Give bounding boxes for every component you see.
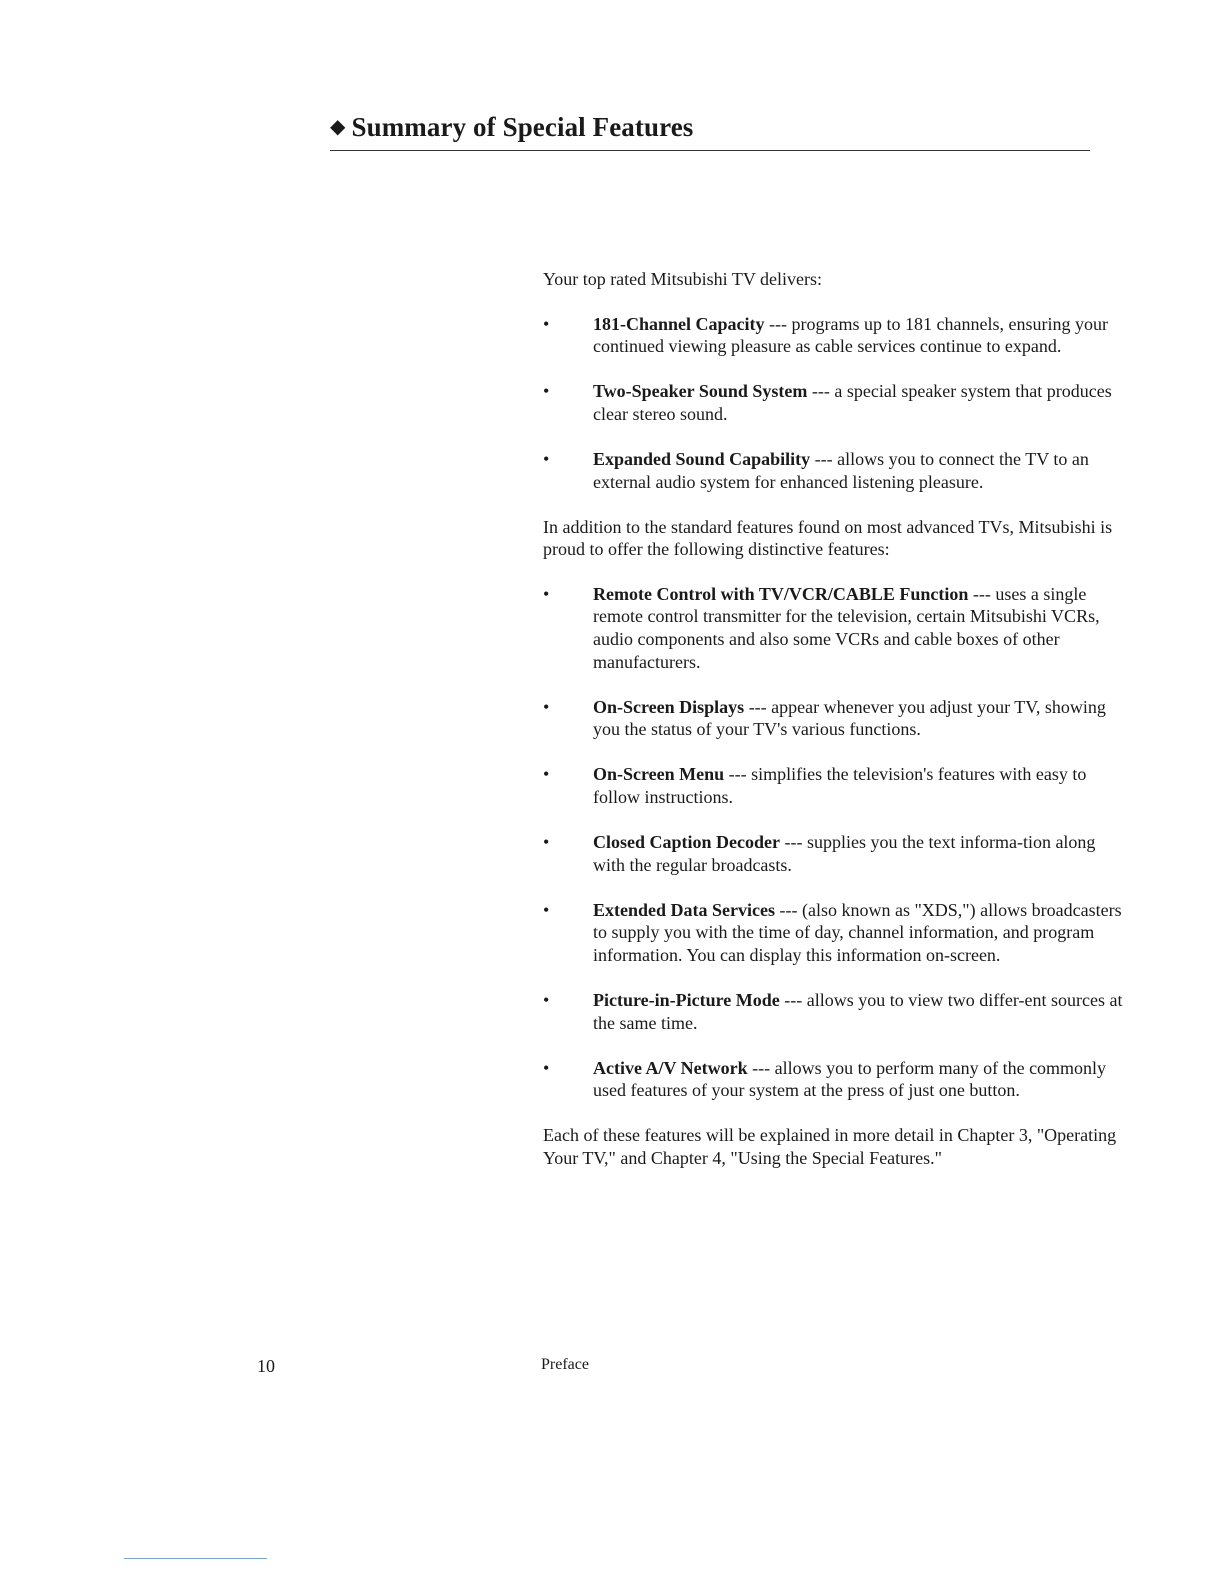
bottom-divider [124,1558,267,1559]
bullet-dot-icon: • [543,448,550,469]
feature-description: --- (also known as "XDS,") allows broadcasters to supply you with the time of day, channel information, and program information. You can display this information on-screen. [593,899,1122,965]
feature-term: Extended Data Services [593,899,775,920]
intro-paragraph: Your top rated Mitsubishi TV delivers: [543,269,823,289]
feature-description: --- simplifies the television's features with easy to follow instructions. [593,764,1087,807]
feature-description: --- allows you to view two differ-ent sources at the same time. [593,990,1123,1033]
heading-underline [330,150,1090,151]
feature-term: Picture-in-Picture Mode [593,990,780,1011]
bullet-dot-icon: • [543,990,550,1011]
list-item [543,380,1123,425]
closing-paragraph: Each of these features will be explained in more detail in Chapter 3, "Operating Your TV," and Chapter 4, "Using the Special Features." [543,1125,1117,1169]
feature-description: --- a special speaker system that produces clear stereo sound. [593,381,1112,424]
feature-description: --- programs up to 181 channels, ensuring your continued viewing pleasure as cable services continue to expand. [593,313,1108,357]
middle-paragraph: In addition to the standard features found on most advanced TVs, Mitsubishi is proud to offer the following distinctive features: [543,516,1113,560]
feature-term: Two-Speaker Sound System [593,381,808,402]
list-item [543,583,1123,673]
distinctive-feature-list [543,583,1123,1102]
page-title-text: Summary of Special Features [351,112,694,142]
list-item [543,448,1123,493]
feature-term: 181-Channel Capacity [593,313,765,334]
feature-term: On-Screen Menu [593,764,725,785]
feature-term: Remote Control with TV/VCR/CABLE Function [593,583,969,604]
page-title [330,112,693,143]
list-item [543,313,1123,358]
bullet-dot-icon: • [543,696,550,717]
bullet-dot-icon: • [543,832,550,853]
footer-section-label: Preface [541,1356,589,1373]
body-column [543,268,1123,1192]
feature-term: Expanded Sound Capability [593,448,811,469]
list-item [543,696,1123,741]
diamond-bullet-icon: ◆ [330,116,346,138]
bullet-dot-icon: • [543,313,550,334]
bullet-dot-icon: • [543,1057,550,1078]
bullet-dot-icon: • [543,764,550,785]
feature-description: --- allows you to perform many of the commonly used features of your system at the press of just one button. [593,1057,1107,1101]
feature-term: Active A/V Network [593,1057,748,1078]
list-item [543,831,1123,876]
bullet-dot-icon: • [543,583,550,604]
list-item [543,989,1123,1034]
page-number: 10 [257,1356,275,1376]
list-item [543,763,1123,808]
feature-description: --- allows you to connect the TV to an external audio system for enhanced listening pleasure. [593,448,1089,492]
feature-term: Closed Caption Decoder [593,832,780,853]
bullet-dot-icon: • [543,381,550,402]
feature-description: --- uses a single remote control transmitter for the television, certain Mitsubishi VCRs, audio components and also some VCRs and cable boxes of other manufacturers. [593,583,1100,672]
primary-feature-list [543,313,1123,494]
bullet-dot-icon: • [543,899,550,920]
section-heading [330,112,1090,158]
feature-description: --- appear whenever you adjust your TV, showing you the status of your TV's various functions. [593,696,1106,740]
feature-term: On-Screen Displays [593,696,745,717]
list-item [543,899,1123,967]
list-item [543,1057,1123,1102]
feature-description: --- supplies you the text informa-tion along with the regular broadcasts. [593,832,1096,875]
